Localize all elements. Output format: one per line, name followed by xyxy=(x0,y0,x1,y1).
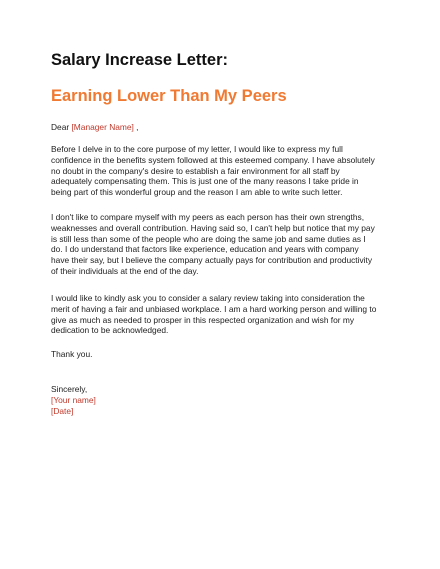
letter-title: Salary Increase Letter: xyxy=(51,51,229,69)
paragraph-line: adequately compensating them. This is just one of the many reasons I take pride in xyxy=(51,176,359,187)
paragraph-line: being part of this wonderful group and the reason I am able to write such letter. xyxy=(51,187,343,198)
salutation-suffix: , xyxy=(133,122,139,132)
thank-you-line: Thank you. xyxy=(51,349,93,359)
paragraph-3 xyxy=(51,293,396,336)
manager-name-placeholder: [Manager Name] xyxy=(71,122,134,132)
paragraph-line: I don't like to compare myself with my peers as each person has their own strengths, xyxy=(51,212,365,222)
paragraph-line: merit of having a fair and unbiased workplace. I am a hard working person and willing to xyxy=(51,303,377,314)
paragraph-2 xyxy=(51,212,396,277)
paragraph-line: weaknesses and overall contribution. Having said so, I can't help but notice that my pay xyxy=(51,222,375,233)
paragraph-line: I would like to kindly ask you to consider a salary review taking into consideration the xyxy=(51,293,365,303)
paragraph-line: no doubt in the company's desire to establish a fair environment for all staff by xyxy=(51,165,340,176)
paragraph-line: dedication to be acknowledged. xyxy=(51,325,169,336)
signature-name-placeholder: [Your name] xyxy=(51,395,96,405)
paragraph-line: have their say, but I believe the company actually pays for contribution and productivity xyxy=(51,255,373,266)
salutation xyxy=(51,122,396,133)
closing: Sincerely, xyxy=(51,384,88,394)
paragraph-line: confidence in the benefits system followed at this esteemed company. I have absolutely xyxy=(51,154,375,165)
paragraph-line: is still less than some of the people who are doing the same job and same duties as I xyxy=(51,233,366,244)
letter-subtitle: Earning Lower Than My Peers xyxy=(51,87,287,105)
paragraph-line: Before I delve in to the core purpose of my letter, I would like to express my full xyxy=(51,144,343,154)
paragraph-line: do. I do understand that factors like experience, education and years with company xyxy=(51,244,359,255)
paragraph-line: give as much as needed to prosper in this respected organization and wish for my xyxy=(51,314,355,325)
paragraph-1 xyxy=(51,144,396,198)
salutation-prefix: Dear xyxy=(51,122,72,132)
signature-date-placeholder: [Date] xyxy=(51,406,74,416)
paragraph-line: of their individuals at the end of the day. xyxy=(51,265,199,276)
